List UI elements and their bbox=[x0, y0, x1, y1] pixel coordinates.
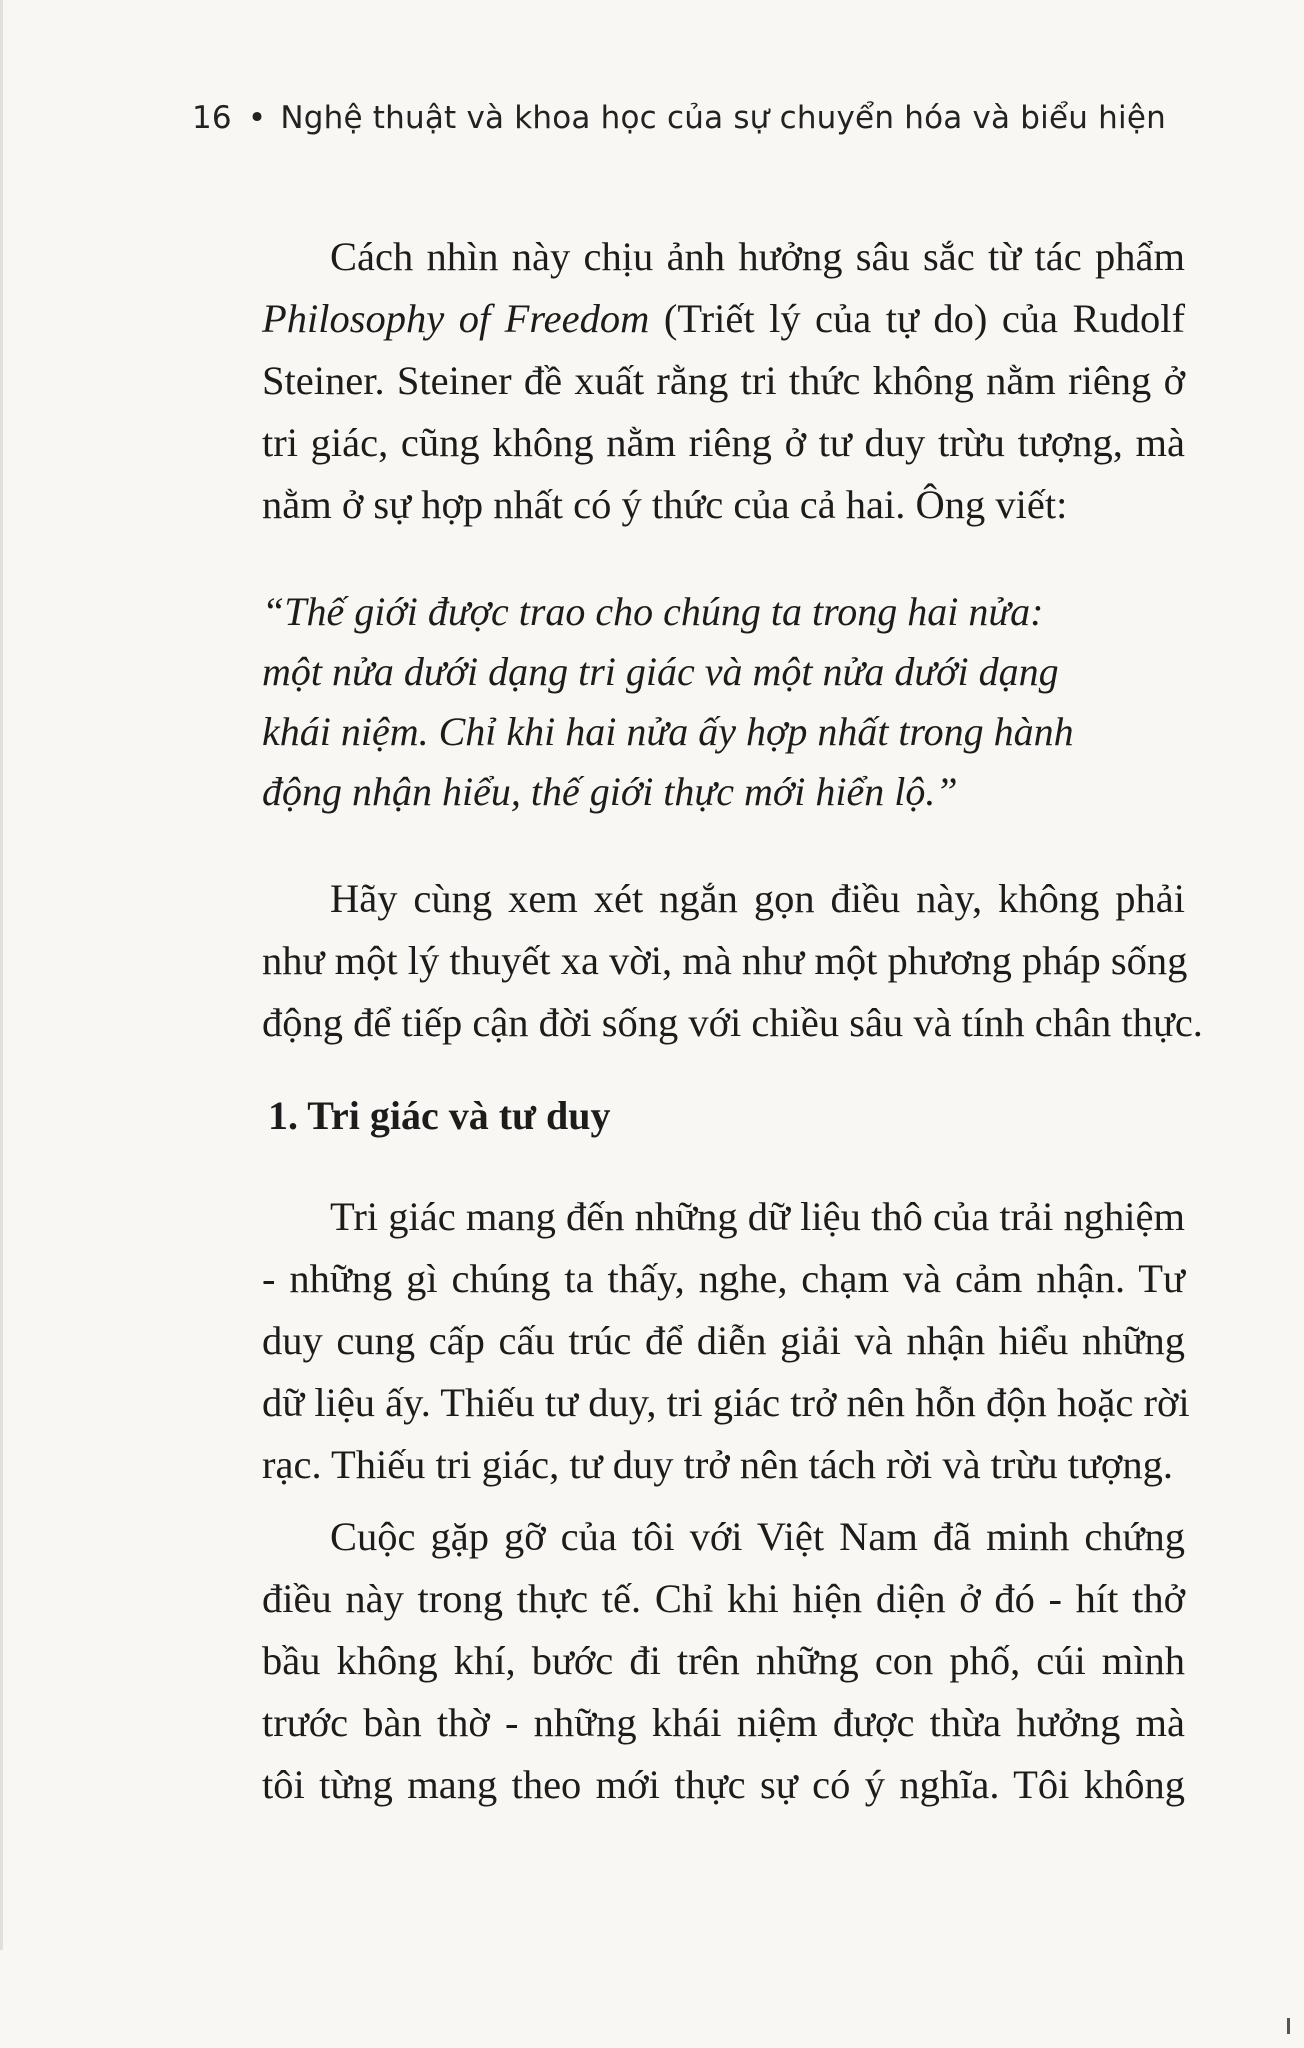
scan-edge-mark bbox=[1287, 2018, 1290, 2034]
paragraph-line: tri giác, cũng không nằm riêng ở tư duy trừu tượng, mà bbox=[262, 420, 1185, 465]
paragraph-line bbox=[262, 288, 1185, 350]
running-title: Nghệ thuật và khoa học của sự chuyển hóa và biểu hiện bbox=[280, 100, 1166, 136]
page-number: 16 bbox=[192, 100, 232, 136]
paragraph-line: Steiner. Steiner đề xuất rằng tri thức không nằm riêng ở bbox=[262, 358, 1185, 403]
paragraph-line: động để tiếp cận đời sống với chiều sâu và tính chân thực. bbox=[262, 1000, 1203, 1045]
block-quote bbox=[262, 582, 1122, 822]
quote-line: một nửa dưới dạng tri giác và một nửa dưới dạng bbox=[262, 649, 1059, 694]
paragraph-line-rest: (Triết lý của tự do) của Rudolf bbox=[649, 296, 1185, 341]
paragraph-line: Cuộc gặp gỡ của tôi với Việt Nam đã minh chứng bbox=[330, 1514, 1185, 1559]
quote-line: động nhận hiểu, thế giới thực mới hiển lộ.” bbox=[262, 769, 958, 814]
paragraph-line: điều này trong thực tế. Chỉ khi hiện diện ở đó - hít thở bbox=[262, 1576, 1185, 1621]
paragraph-line: bầu không khí, bước đi trên những con phố, cúi mình bbox=[262, 1638, 1185, 1683]
paragraph-line: Hãy cùng xem xét ngắn gọn điều này, không phải bbox=[330, 876, 1185, 921]
paragraph-3 bbox=[262, 1186, 1190, 1496]
book-title: Philosophy of Freedom bbox=[262, 296, 650, 341]
quote-line: “Thế giới được trao cho chúng ta trong hai nửa: bbox=[262, 589, 1044, 634]
paragraph-2 bbox=[262, 868, 1203, 1054]
paragraph-line: nằm ở sự hợp nhất có ý thức của cả hai. Ông viết: bbox=[262, 482, 1068, 527]
header-bullet: • bbox=[247, 100, 267, 136]
paragraph-line: Tri giác mang đến những dữ liệu thô của trải nghiệm bbox=[330, 1194, 1185, 1239]
paragraph-line: Cách nhìn này chịu ảnh hưởng sâu sắc từ tác phẩm bbox=[330, 234, 1185, 279]
quote-line: khái niệm. Chỉ khi hai nửa ấy hợp nhất trong hành bbox=[262, 709, 1074, 754]
paragraph-4 bbox=[262, 1506, 1185, 1816]
paragraph-line: rạc. Thiếu tri giác, tư duy trở nên tách rời và trừu tượng. bbox=[262, 1442, 1173, 1487]
paragraph-line: duy cung cấp cấu trúc để diễn giải và nhận hiểu những bbox=[262, 1318, 1185, 1363]
paragraph-1 bbox=[262, 226, 1185, 536]
paragraph-line: - những gì chúng ta thấy, nghe, chạm và cảm nhận. Tư bbox=[262, 1256, 1185, 1301]
running-header bbox=[192, 100, 1166, 136]
paragraph-line: như một lý thuyết xa vời, mà như một phương pháp sống bbox=[262, 938, 1188, 983]
page-edge-shadow bbox=[0, 0, 3, 1950]
paragraph-line: tôi từng mang theo mới thực sự có ý nghĩa. Tôi không bbox=[262, 1762, 1185, 1807]
paragraph-line: dữ liệu ấy. Thiếu tư duy, tri giác trở nên hỗn độn hoặc rời bbox=[262, 1380, 1190, 1425]
paragraph-line: trước bàn thờ - những khái niệm được thừa hưởng mà bbox=[262, 1700, 1185, 1745]
section-heading: 1. Tri giác và tư duy bbox=[268, 1093, 611, 1138]
